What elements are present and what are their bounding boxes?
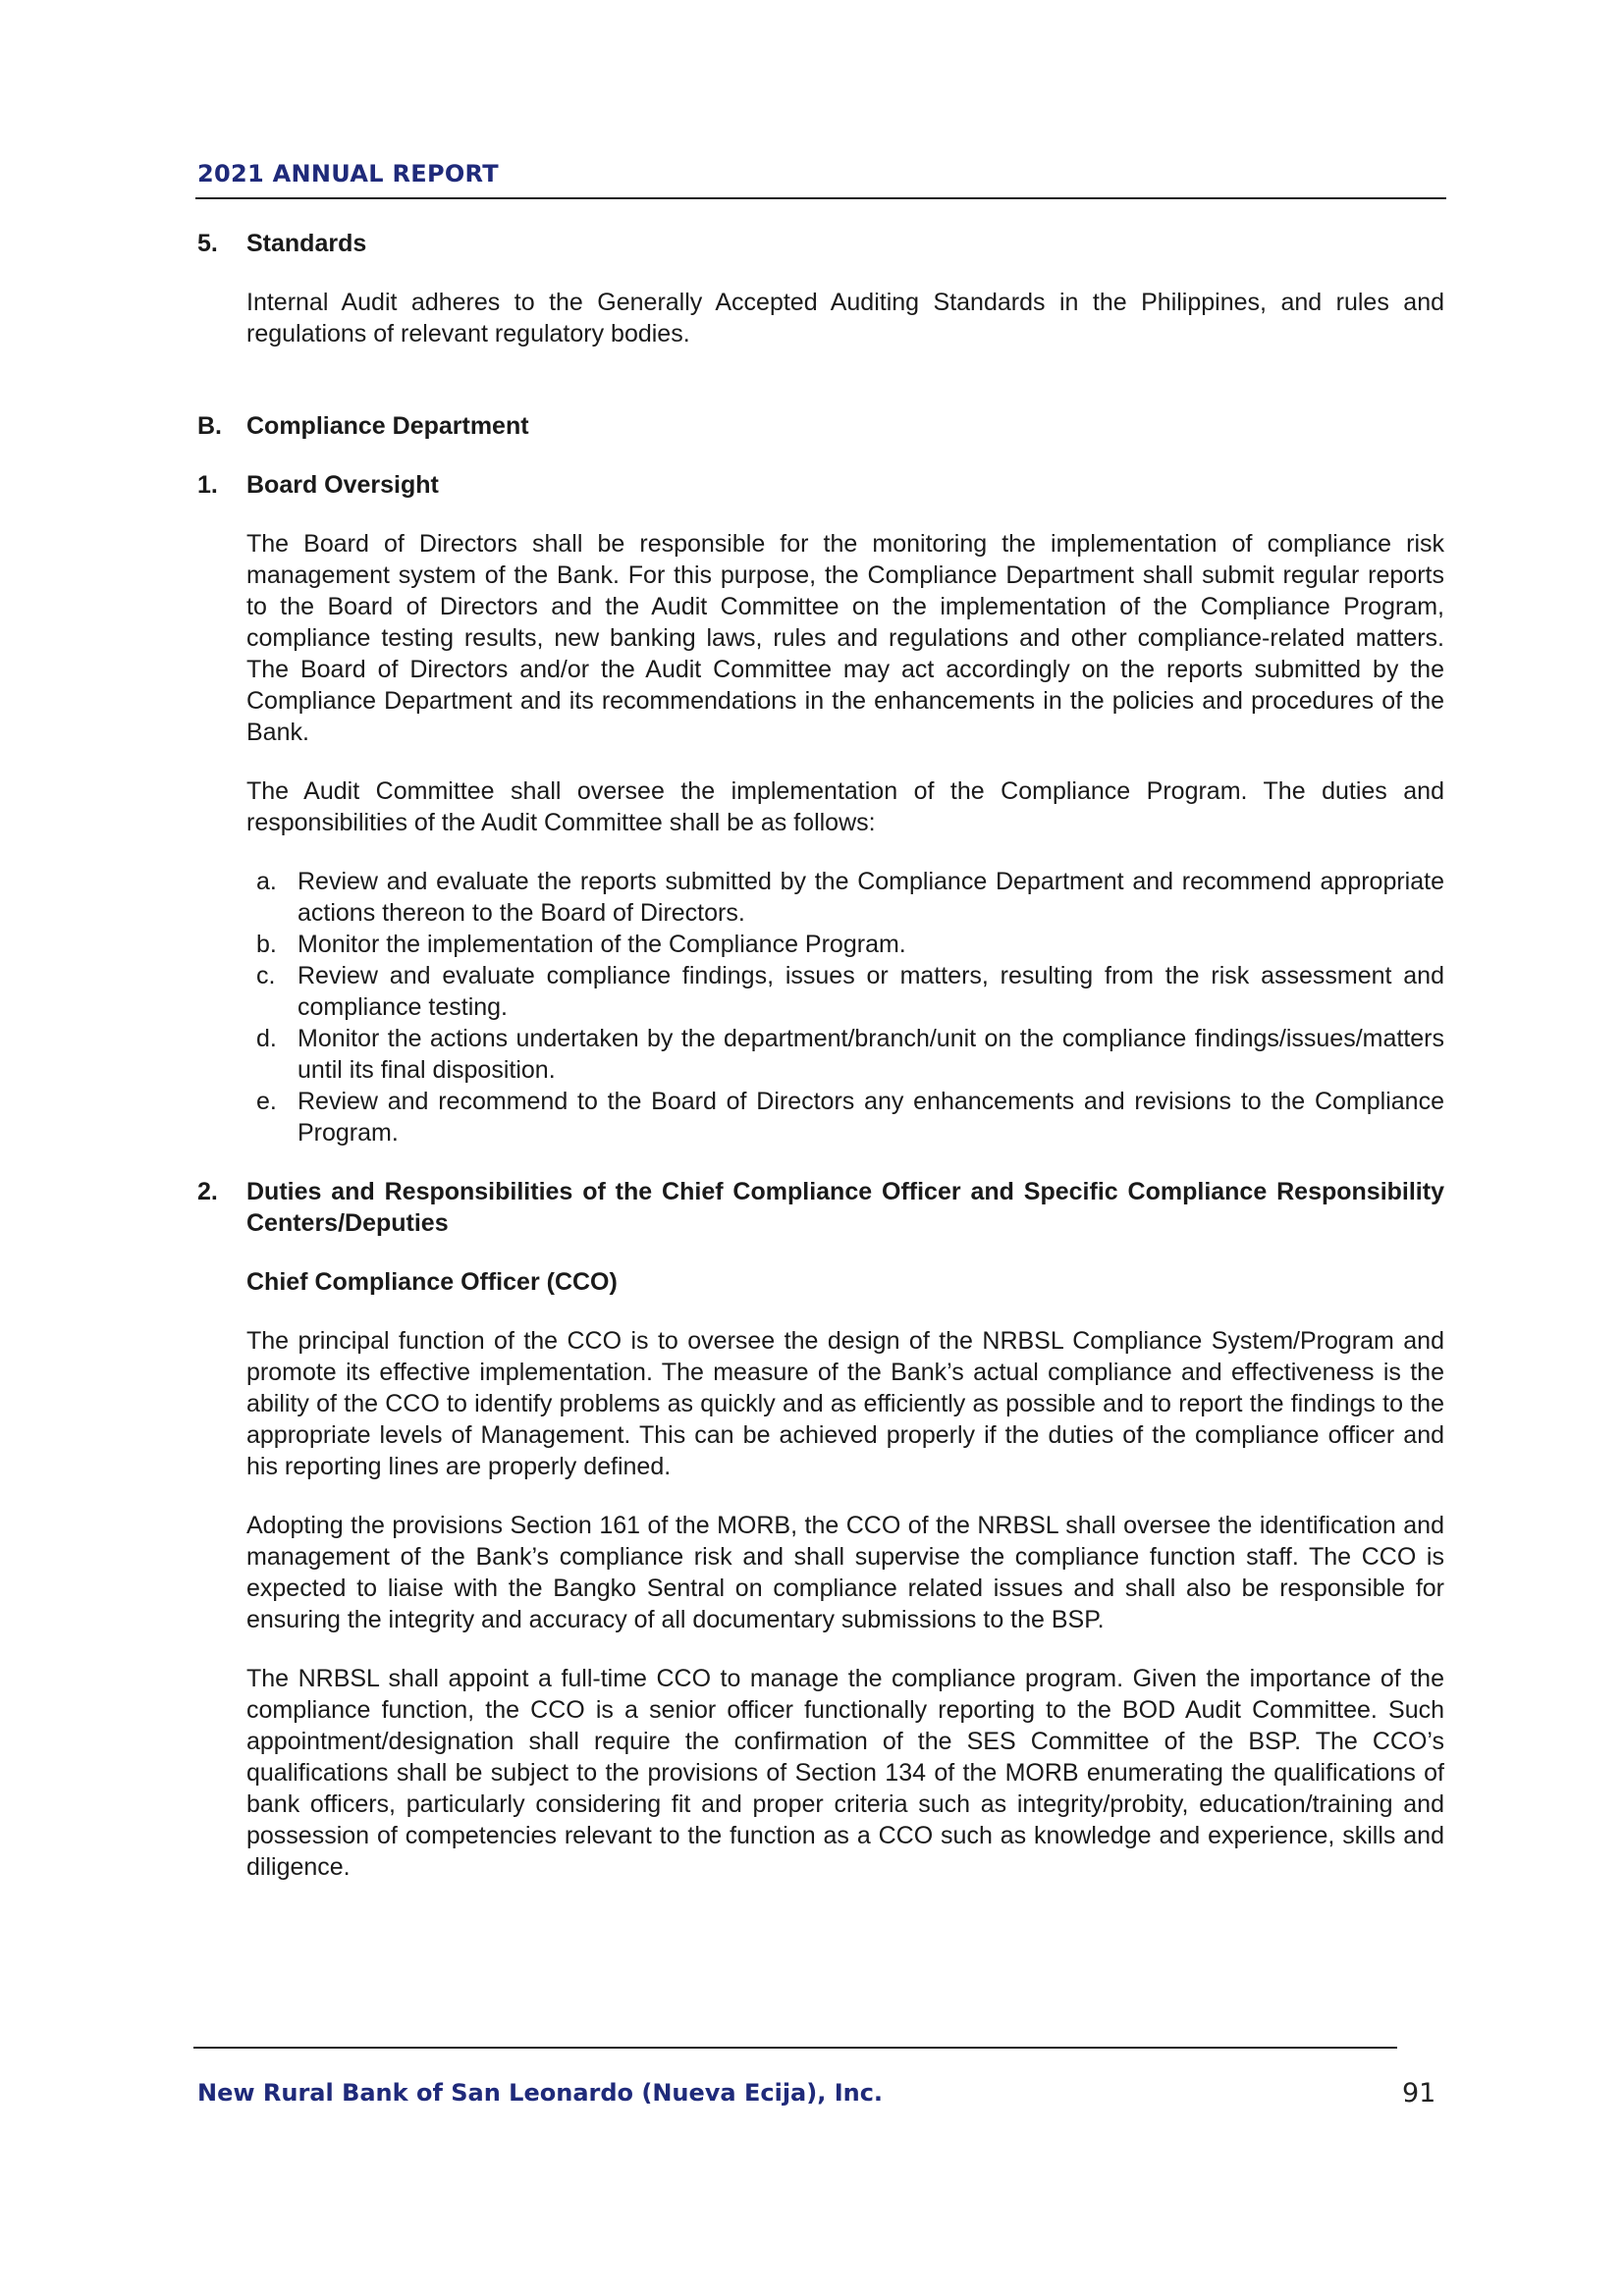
section-number: 2. xyxy=(197,1178,218,1205)
cco-paragraph-3: The NRBSL shall appoint a full-time CCO to manage the compliance program. Given the importance of the compliance function, the CCO is a senior officer functionally reporting to the BOD Audit Committee. Such appointment/designation shall require the confirmation of the SES Committee of the BSP. The CCO’s qualifications shall be subject to the provisions of Section 134 of the MORB enumerating the qualifications of bank officers, particularly considering fit and proper criteria such as integrity/probity, education/training and possession of competencies relevant to the function as a CCO such as knowledge and experience, skills and diligence. xyxy=(246,1665,1444,1881)
header-divider xyxy=(195,197,1446,199)
list-text: Monitor the implementation of the Compliance Program. xyxy=(298,931,906,958)
list-letter: e. xyxy=(256,1088,277,1115)
cco-paragraph-1: The principal function of the CCO is to oversee the design of the NRBSL Compliance System/Program and promote its effective implementation. The measure of the Bank’s actual compliance and effectiveness is the ability of the CCO to identify problems as quickly and as efficiently as possible and to report the findings to the appropriate levels of Management. This can be achieved properly if the duties of the compliance officer and his reporting lines are properly defined. xyxy=(246,1327,1444,1480)
section-title: Board Oversight xyxy=(246,471,439,499)
footer-divider xyxy=(193,2047,1397,2049)
list-item xyxy=(256,929,1444,960)
audit-committee-duties-list xyxy=(256,866,1444,1148)
list-text: Review and evaluate compliance findings, issues or matters, resulting from the risk assessment and compliance testing. xyxy=(298,962,1444,1021)
list-item xyxy=(256,1086,1444,1148)
report-header-title: 2021 ANNUAL REPORT xyxy=(197,160,499,187)
board-oversight-paragraph-1: The Board of Directors shall be responsible for the monitoring the implementation of compliance risk management system of the Bank. For this purpose, the Compliance Department shall submit regular reports to the Board of Directors and the Audit Committee on the implementation of the Compliance Program, compliance testing results, new banking laws, rules and regulations and other compliance-related matters. The Board of Directors and/or the Audit Committee may act accordingly on the reports submitted by the Compliance Department and its recommendations in the enhancements in the policies and procedures of the Bank. xyxy=(246,530,1444,746)
board-oversight-heading xyxy=(197,469,1444,501)
standards-paragraph: Internal Audit adheres to the Generally Accepted Auditing Standards in the Philippines, and rules and regulations of relevant regulatory bodies. xyxy=(246,289,1444,347)
section-letter: B. xyxy=(197,412,222,440)
list-letter: a. xyxy=(256,868,277,895)
list-item xyxy=(256,1023,1444,1086)
list-item xyxy=(256,960,1444,1023)
list-letter: d. xyxy=(256,1025,277,1052)
cco-paragraph-2: Adopting the provisions Section 161 of the MORB, the CCO of the NRBSL shall oversee the identification and management of the Bank’s compliance risk and shall supervise the compliance function staff. The CCO is expected to liaise with the Bangko Sentral on compliance related issues and shall also be responsible for ensuring the integrity and accuracy of all documentary submissions to the BSP. xyxy=(246,1512,1444,1633)
list-text: Review and recommend to the Board of Directors any enhancements and revisions to the Compliance Program. xyxy=(298,1088,1444,1147)
board-oversight-paragraph-2: The Audit Committee shall oversee the implementation of the Compliance Program. The duties and responsibilities of the Audit Committee shall be as follows: xyxy=(246,777,1444,836)
list-text: Monitor the actions undertaken by the department/branch/unit on the compliance findings/issues/matters until its final disposition. xyxy=(298,1025,1444,1084)
page-number: 91 xyxy=(1402,2078,1436,2109)
section-5-heading xyxy=(197,228,1444,259)
section-title: Compliance Department xyxy=(246,412,529,440)
section-number: 5. xyxy=(197,230,218,257)
section-title: Duties and Responsibilities of the Chief Compliance Officer and Specific Compliance Responsibility Centers/Deputies xyxy=(246,1178,1444,1237)
duties-heading xyxy=(197,1176,1444,1239)
list-letter: b. xyxy=(256,931,277,958)
list-text: Review and evaluate the reports submitted by the Compliance Department and recommend appropriate actions thereon to the Board of Directors. xyxy=(298,868,1444,927)
section-title: Standards xyxy=(246,230,367,257)
list-letter: c. xyxy=(256,962,276,989)
cco-heading: Chief Compliance Officer (CCO) xyxy=(246,1268,618,1296)
page-content xyxy=(197,228,1444,1883)
footer-bank-name: New Rural Bank of San Leonardo (Nueva Ecija), Inc. xyxy=(197,2079,884,2107)
section-number: 1. xyxy=(197,471,218,499)
section-b-heading xyxy=(197,410,1444,442)
list-item xyxy=(256,866,1444,929)
